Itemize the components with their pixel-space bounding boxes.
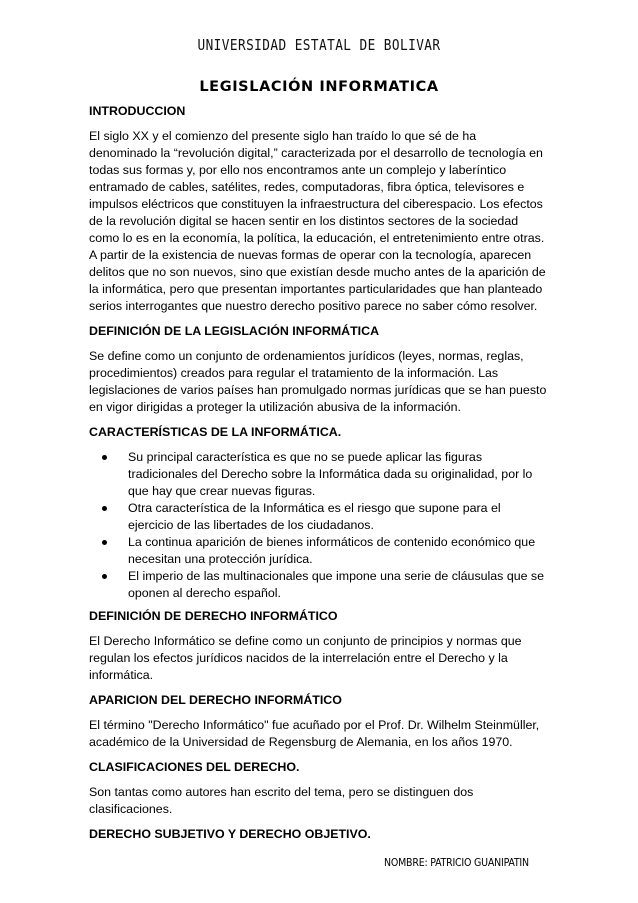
intro-paragraph-2: A partir de la existencia de nuevas formas de operar con la tecnología, aparecen delitos que no son nuevos, sino que existían desde mucho antes de la aparición de la informática, pero que presentan importantes particularidades que han planteado serios interrogantes que nuestro derecho positivo parece no saber cómo resolver. <box>89 248 546 313</box>
definicion-derecho-paragraph: El Derecho Informático se define como un conjunto de principios y normas que regulan los efectos jurídicos nacidos de la interrelación entre el Derecho y la informática. <box>89 634 522 682</box>
section-heading-caracteristicas: CARACTERÍSTICAS DE LA INFORMÁTICA. <box>89 425 342 439</box>
list-item-text: La continua aparición de bienes informáticos de contenido económico que necesitan una protección jurídica. <box>128 535 536 566</box>
list-item <box>89 500 547 534</box>
section-heading-definicion-derecho: DEFINICIÓN DE DERECHO INFORMÁTICO <box>89 609 338 623</box>
bullet-icon <box>102 506 107 511</box>
section-heading-clasificaciones: CLASIFICACIONES DEL DERECHO. <box>89 760 300 774</box>
bullet-icon <box>102 455 107 460</box>
document-title: LEGISLACIÓN INFORMATICA <box>199 79 439 95</box>
list-item-text: Otra característica de la Informática es el riesgo que supone para el ejercicio de las libertades de los ciudadanos. <box>128 501 501 532</box>
aparicion-paragraph: El término "Derecho Informático" fue acuñado por el Prof. Dr. Wilhelm Steinmüller, académico de la Universidad de Regensburg de Alemania, en los años 1970. <box>89 718 540 749</box>
intro-paragraph-1: El siglo XX y el comienzo del presente siglo han traído lo que sé de ha denominado la “revolución digital,” caracterizada por el desarrollo de tecnología en todas sus formas y, por ello nos encontramos ante un complejo y laberíntico entramado de cables, satélites, redes, computadoras, fibra óptica, televisores e impulsos eléctricos que constituyen la infraestructura del ciberespacio. Los efectos de la revolución digital se hacen sentir en los distintos sectores de la sociedad como lo es en la economía, la política, la educación, el entretenimiento entre otras. <box>89 129 545 245</box>
list-item-text: El imperio de las multinacionales que impone una serie de cláusulas que se oponen al derecho español. <box>128 569 545 600</box>
list-item <box>89 534 547 568</box>
section-heading-introduccion: INTRODUCCION <box>89 104 186 118</box>
author-footer: NOMBRE: PATRICIO GUANIPATIN <box>384 857 529 869</box>
clasificaciones-paragraph: Son tantas como autores han escrito del tema, pero se distinguen dos clasificaciones. <box>89 785 474 816</box>
university-header: UNIVERSIDAD ESTATAL DE BOLIVAR <box>197 36 441 54</box>
section-heading-derecho-subjetivo: DERECHO SUBJETIVO Y DERECHO OBJETIVO. <box>89 827 371 841</box>
list-item <box>89 568 547 602</box>
bullet-icon <box>102 540 107 545</box>
caracteristicas-list <box>89 449 547 602</box>
definicion-legislacion-paragraph: Se define como un conjunto de ordenamientos jurídicos (leyes, normas, reglas, procedimientos) creados para regular el tratamiento de la información. Las legislaciones de varios países han promulgado normas jurídicas que se han puesto en vigor dirigidas a proteger la utilización abusiva de la información. <box>89 349 547 414</box>
intro-text <box>89 128 547 315</box>
bullet-icon <box>102 574 107 579</box>
section-heading-definicion-legislacion: DEFINICIÓN DE LA LEGISLACIÓN INFORMÁTICA <box>89 324 380 338</box>
list-item-text: Su principal característica es que no se puede aplicar las figuras tradicionales del Derecho sobre la Informática dada su originalidad, por lo que hay que crear nuevas figuras. <box>128 450 533 498</box>
section-heading-aparicion: APARICION DEL DERECHO INFORMÁTICO <box>89 693 342 707</box>
list-item <box>89 449 547 500</box>
document-body <box>89 103 547 851</box>
